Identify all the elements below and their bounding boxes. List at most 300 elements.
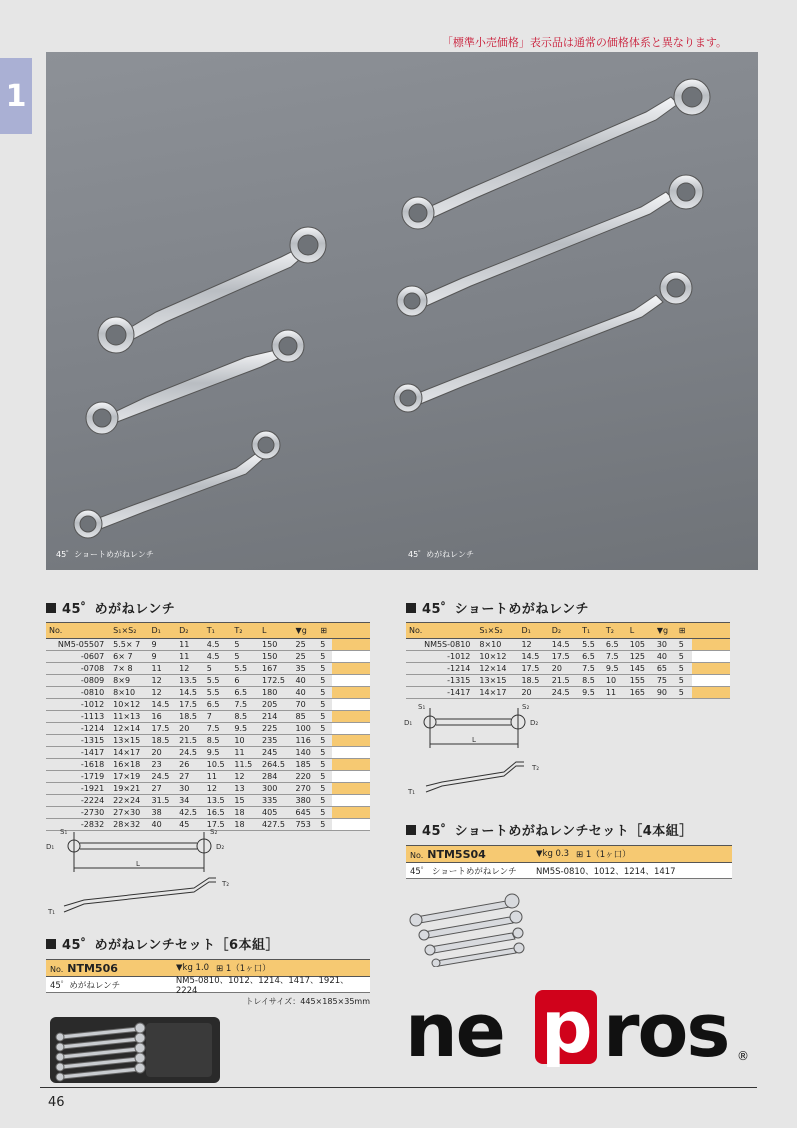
price-cell bbox=[332, 651, 370, 663]
spec-cell: 24.5 bbox=[176, 747, 204, 759]
set6-qty: ⊞ 1（1ヶ口） bbox=[216, 964, 271, 974]
spec-cell: 11 bbox=[603, 687, 627, 699]
table-row bbox=[406, 639, 730, 651]
spec-cell: 150 bbox=[259, 651, 293, 663]
price-cell bbox=[332, 759, 370, 771]
price-cell bbox=[692, 663, 730, 675]
spec-cell: 11 bbox=[176, 639, 204, 651]
spec-cell: 16.5 bbox=[204, 807, 232, 819]
spec-cell: 7 bbox=[204, 711, 232, 723]
spec-cell: 12 bbox=[176, 663, 204, 675]
spec-cell: 27×30 bbox=[110, 807, 148, 819]
set6-content-row bbox=[46, 975, 370, 996]
spec-cell: 13×15 bbox=[110, 735, 148, 747]
model-number-cell: -1012 bbox=[406, 651, 476, 663]
table-row bbox=[46, 699, 370, 711]
spec-cell: 7.5 bbox=[204, 723, 232, 735]
spec-cell: 85 bbox=[293, 711, 318, 723]
spec-cell: 13.5 bbox=[176, 675, 204, 687]
nm5s-title: 45゜ショートめがねレンチ bbox=[406, 598, 730, 617]
spec-cell: 9.5 bbox=[204, 747, 232, 759]
price-cell bbox=[332, 723, 370, 735]
spec-cell: 5 bbox=[317, 735, 332, 747]
model-number-cell: -1214 bbox=[406, 663, 476, 675]
spec-cell: 9.5 bbox=[231, 723, 259, 735]
spec-cell: 28×32 bbox=[110, 819, 148, 831]
spec-cell: 65 bbox=[654, 663, 676, 675]
set6-number: NTM506 bbox=[67, 961, 118, 975]
square-bullet-icon bbox=[406, 825, 416, 835]
spec-cell: 9 bbox=[149, 639, 177, 651]
price-cell bbox=[332, 795, 370, 807]
set4-content-label: 45゜ ショートめがねレンチ bbox=[410, 866, 517, 877]
spec-cell: 225 bbox=[259, 723, 293, 735]
spec-cell: 8×9 bbox=[110, 675, 148, 687]
spec-cell: 12×14 bbox=[110, 723, 148, 735]
spec-cell: 8.5 bbox=[204, 735, 232, 747]
spec-cell: 17.5 bbox=[149, 723, 177, 735]
nm5-dimension-drawing bbox=[44, 828, 264, 920]
model-number-cell: -1719 bbox=[46, 771, 110, 783]
spec-cell: 5 bbox=[317, 747, 332, 759]
spec-cell: 40 bbox=[293, 687, 318, 699]
svg-text:®: ® bbox=[737, 1049, 749, 1063]
table-row bbox=[46, 675, 370, 687]
spec-cell: 5 bbox=[317, 759, 332, 771]
nm5-title: 45゜めがねレンチ bbox=[46, 598, 370, 617]
spec-cell: 19×21 bbox=[110, 783, 148, 795]
price-column-header bbox=[692, 623, 730, 639]
model-number-cell: NM5S-0810 bbox=[406, 639, 476, 651]
dim-l-label: L bbox=[136, 860, 140, 868]
svg-text:ros: ros bbox=[603, 990, 729, 1070]
photo-caption-left: 45゜ショートめがねレンチ bbox=[56, 550, 154, 559]
dim-t1-label: T₁ bbox=[408, 788, 416, 796]
model-number-cell: -0708 bbox=[46, 663, 110, 675]
spec-cell: 14.5 bbox=[176, 687, 204, 699]
model-number-cell: -2730 bbox=[46, 807, 110, 819]
table-row bbox=[46, 747, 370, 759]
column-header: S₁×S₂ bbox=[476, 623, 518, 639]
svg-text:p: p bbox=[541, 990, 593, 1069]
column-header: No. bbox=[406, 623, 476, 639]
nm5s-spec-table bbox=[406, 622, 730, 699]
spec-cell: 9 bbox=[149, 651, 177, 663]
spec-cell: 16×18 bbox=[110, 759, 148, 771]
dim-t2-label: T₂ bbox=[532, 764, 540, 772]
spec-cell: 7× 8 bbox=[110, 663, 148, 675]
model-number-cell: -1618 bbox=[46, 759, 110, 771]
spec-cell: 5 bbox=[317, 675, 332, 687]
spec-cell: 10.5 bbox=[204, 759, 232, 771]
spec-cell: 11 bbox=[176, 651, 204, 663]
column-header: ▼g bbox=[654, 623, 676, 639]
spec-cell: 100 bbox=[293, 723, 318, 735]
spec-cell: 24.5 bbox=[549, 687, 579, 699]
spec-cell: 35 bbox=[293, 663, 318, 675]
table-row bbox=[46, 771, 370, 783]
spec-cell: 15 bbox=[231, 795, 259, 807]
spec-cell: 18 bbox=[231, 819, 259, 831]
table-row bbox=[46, 639, 370, 651]
price-cell bbox=[332, 819, 370, 831]
spec-cell: 5 bbox=[317, 807, 332, 819]
spec-cell: 125 bbox=[627, 651, 654, 663]
spec-cell: 116 bbox=[293, 735, 318, 747]
table-row bbox=[406, 663, 730, 675]
spec-cell: 27 bbox=[176, 771, 204, 783]
model-number-cell: -1214 bbox=[46, 723, 110, 735]
spec-cell: 214 bbox=[259, 711, 293, 723]
model-number-cell: -1921 bbox=[46, 783, 110, 795]
set4-number: NTM5S04 bbox=[427, 847, 486, 861]
spec-cell: 21.5 bbox=[549, 675, 579, 687]
spec-cell: 180 bbox=[259, 687, 293, 699]
price-column-header bbox=[332, 623, 370, 639]
spec-cell: 5 bbox=[317, 783, 332, 795]
spec-cell: 5.5 bbox=[231, 663, 259, 675]
spec-cell: 8×10 bbox=[110, 687, 148, 699]
model-number-cell: -0809 bbox=[46, 675, 110, 687]
spec-cell: 12×14 bbox=[476, 663, 518, 675]
spec-cell: 145 bbox=[627, 663, 654, 675]
price-cell bbox=[332, 771, 370, 783]
spec-cell: 5 bbox=[317, 723, 332, 735]
spec-cell: 5 bbox=[676, 639, 692, 651]
spec-cell: 5.5 bbox=[204, 675, 232, 687]
set6-content-label: 45゜めがねレンチ bbox=[50, 980, 121, 991]
spec-cell: 12 bbox=[149, 675, 177, 687]
dim-s1-label: S₁ bbox=[418, 703, 426, 711]
square-bullet-icon bbox=[406, 603, 416, 613]
column-header: L bbox=[627, 623, 654, 639]
column-header: T₁ bbox=[204, 623, 232, 639]
spec-cell: 11 bbox=[204, 771, 232, 783]
set6-title: 45゜めがねレンチセット［6本組］ bbox=[46, 934, 370, 953]
model-number-cell: -2832 bbox=[46, 819, 110, 831]
page-number: 46 bbox=[48, 1095, 65, 1110]
spec-cell: 5 bbox=[676, 663, 692, 675]
spec-cell: 5 bbox=[317, 687, 332, 699]
spec-cell: 155 bbox=[627, 675, 654, 687]
table-row bbox=[46, 759, 370, 771]
model-number-cell: -1315 bbox=[406, 675, 476, 687]
model-number-cell: -2224 bbox=[46, 795, 110, 807]
spec-cell: 18.5 bbox=[176, 711, 204, 723]
model-number-cell: -0810 bbox=[46, 687, 110, 699]
spec-cell: 5 bbox=[317, 795, 332, 807]
spec-cell: 13 bbox=[231, 783, 259, 795]
spec-cell: 40 bbox=[654, 651, 676, 663]
column-header: No. bbox=[46, 623, 110, 639]
dim-d1-label: D₁ bbox=[46, 843, 55, 851]
dim-t1-label: T₁ bbox=[48, 908, 56, 916]
price-cell bbox=[332, 711, 370, 723]
nepros-logo bbox=[405, 990, 750, 1074]
set6-content: NM5-0810、1012、1214、1417、1921、2224 bbox=[175, 975, 349, 996]
spec-cell: 25 bbox=[293, 651, 318, 663]
table-row bbox=[46, 723, 370, 735]
spec-cell: 14×17 bbox=[476, 687, 518, 699]
table-row bbox=[46, 783, 370, 795]
spec-cell: 105 bbox=[627, 639, 654, 651]
spec-cell: 405 bbox=[259, 807, 293, 819]
price-cell bbox=[692, 687, 730, 699]
spec-cell: 264.5 bbox=[259, 759, 293, 771]
set4-section bbox=[406, 820, 732, 970]
spec-cell: 7.5 bbox=[231, 699, 259, 711]
spec-cell: 75 bbox=[654, 675, 676, 687]
spec-cell: 20 bbox=[149, 747, 177, 759]
column-header: ▼g bbox=[293, 623, 318, 639]
spec-cell: 14.5 bbox=[549, 639, 579, 651]
spec-cell: 5 bbox=[317, 663, 332, 675]
spec-cell: 5.5× 7 bbox=[110, 639, 148, 651]
spec-cell: 4.5 bbox=[204, 651, 232, 663]
table-row bbox=[406, 651, 730, 663]
spec-cell: 5 bbox=[204, 663, 232, 675]
set4-header-row bbox=[406, 845, 732, 863]
spec-cell: 18 bbox=[231, 807, 259, 819]
spec-cell: 10×12 bbox=[110, 699, 148, 711]
spec-cell: 185 bbox=[293, 759, 318, 771]
wrench-photo-illustration bbox=[46, 52, 758, 570]
spec-cell: 14×17 bbox=[110, 747, 148, 759]
table-row bbox=[46, 795, 370, 807]
footer-rule bbox=[40, 1087, 757, 1088]
spec-cell: 5 bbox=[676, 687, 692, 699]
spec-cell: 8×10 bbox=[476, 639, 518, 651]
spec-cell: 6.5 bbox=[603, 639, 627, 651]
spec-cell: 42.5 bbox=[176, 807, 204, 819]
table-row bbox=[46, 807, 370, 819]
spec-cell: 5 bbox=[231, 639, 259, 651]
set4-product-image bbox=[406, 887, 536, 967]
no-label: No. bbox=[410, 850, 424, 860]
spec-cell: 220 bbox=[293, 771, 318, 783]
spec-cell: 9.5 bbox=[579, 687, 603, 699]
spec-cell: 9.5 bbox=[603, 663, 627, 675]
spec-cell: 7.5 bbox=[603, 651, 627, 663]
dim-s1-label: S₁ bbox=[60, 828, 68, 836]
tray-size: トレイサイズ：445×185×35mm bbox=[245, 997, 370, 1006]
column-header: D₁ bbox=[149, 623, 177, 639]
model-number-cell: -1315 bbox=[46, 735, 110, 747]
spec-cell: 27 bbox=[149, 783, 177, 795]
spec-cell: 10 bbox=[603, 675, 627, 687]
price-cell bbox=[692, 651, 730, 663]
column-header: S₁×S₂ bbox=[110, 623, 148, 639]
spec-cell: 6.5 bbox=[231, 687, 259, 699]
spec-cell: 17.5 bbox=[204, 819, 232, 831]
spec-cell: 11 bbox=[231, 747, 259, 759]
column-header: T₁ bbox=[579, 623, 603, 639]
spec-cell: 23 bbox=[149, 759, 177, 771]
price-cell bbox=[692, 675, 730, 687]
spec-cell: 167 bbox=[259, 663, 293, 675]
spec-cell: 38 bbox=[149, 807, 177, 819]
spec-cell: 10 bbox=[231, 735, 259, 747]
spec-cell: 5 bbox=[317, 711, 332, 723]
dim-d2-label: D₂ bbox=[530, 719, 539, 727]
dim-s2-label: S₂ bbox=[522, 703, 530, 711]
spec-cell: 20 bbox=[549, 663, 579, 675]
spec-cell: 12 bbox=[149, 687, 177, 699]
price-cell bbox=[692, 639, 730, 651]
spec-cell: 11 bbox=[149, 663, 177, 675]
spec-cell: 25 bbox=[293, 639, 318, 651]
no-label: No. bbox=[50, 964, 64, 974]
table-row bbox=[406, 687, 730, 699]
spec-cell: 7.5 bbox=[579, 663, 603, 675]
table-row bbox=[46, 711, 370, 723]
spec-cell: 40 bbox=[293, 675, 318, 687]
table-row bbox=[46, 663, 370, 675]
spec-cell: 5 bbox=[676, 651, 692, 663]
spec-cell: 11×13 bbox=[110, 711, 148, 723]
model-number-cell: NM5-05507 bbox=[46, 639, 110, 651]
model-number-cell: -1417 bbox=[46, 747, 110, 759]
spec-cell: 30 bbox=[176, 783, 204, 795]
spec-cell: 172.5 bbox=[259, 675, 293, 687]
spec-cell: 150 bbox=[259, 639, 293, 651]
nm5-spec-table bbox=[46, 622, 370, 831]
spec-cell: 13×15 bbox=[476, 675, 518, 687]
spec-cell: 21.5 bbox=[176, 735, 204, 747]
price-cell bbox=[332, 747, 370, 759]
spec-cell: 140 bbox=[293, 747, 318, 759]
set4-qty: ⊞ 1（1ヶ口） bbox=[576, 850, 631, 860]
spec-cell: 45 bbox=[176, 819, 204, 831]
spec-cell: 20 bbox=[176, 723, 204, 735]
dim-t2-label: T₂ bbox=[222, 880, 230, 888]
square-bullet-icon bbox=[46, 939, 56, 949]
column-header: L bbox=[259, 623, 293, 639]
nepros-logo-mark bbox=[405, 990, 750, 1070]
spec-cell: 14.5 bbox=[149, 699, 177, 711]
spec-cell: 270 bbox=[293, 783, 318, 795]
spec-cell: 12 bbox=[204, 783, 232, 795]
svg-text:ne: ne bbox=[405, 990, 504, 1070]
nm5s-dimension-drawing bbox=[404, 700, 574, 800]
nm5-section bbox=[46, 598, 370, 831]
spec-cell: 4.5 bbox=[204, 639, 232, 651]
column-header: D₂ bbox=[176, 623, 204, 639]
spec-cell: 205 bbox=[259, 699, 293, 711]
column-header: D₁ bbox=[518, 623, 548, 639]
chapter-tab[interactable]: 1 bbox=[0, 58, 32, 134]
set6-weight: ▼kg 1.0 bbox=[176, 963, 210, 973]
set4-weight: ▼kg 0.3 bbox=[536, 849, 570, 859]
price-cell bbox=[332, 675, 370, 687]
spec-cell: 245 bbox=[259, 747, 293, 759]
price-cell bbox=[332, 783, 370, 795]
spec-cell: 34 bbox=[176, 795, 204, 807]
photo-caption-right: 45゜めがねレンチ bbox=[408, 550, 474, 559]
spec-cell: 16 bbox=[149, 711, 177, 723]
model-number-cell: -0607 bbox=[46, 651, 110, 663]
spec-cell: 5 bbox=[676, 675, 692, 687]
spec-cell: 5 bbox=[317, 771, 332, 783]
spec-cell: 17.5 bbox=[518, 663, 548, 675]
spec-cell: 5.5 bbox=[579, 639, 603, 651]
spec-cell: 13.5 bbox=[204, 795, 232, 807]
spec-cell: 6× 7 bbox=[110, 651, 148, 663]
model-number-cell: -1417 bbox=[406, 687, 476, 699]
spec-cell: 5 bbox=[317, 699, 332, 711]
spec-cell: 26 bbox=[176, 759, 204, 771]
spec-cell: 284 bbox=[259, 771, 293, 783]
set4-content: NM5S-0810、1012、1214、1417 bbox=[536, 866, 676, 877]
dim-l-label: L bbox=[472, 736, 476, 744]
set6-section bbox=[46, 934, 370, 1094]
spec-cell: 8.5 bbox=[579, 675, 603, 687]
spec-cell: 12 bbox=[231, 771, 259, 783]
price-cell bbox=[332, 699, 370, 711]
product-photo bbox=[46, 52, 758, 570]
spec-cell: 300 bbox=[259, 783, 293, 795]
spec-cell: 380 bbox=[293, 795, 318, 807]
spec-cell: 70 bbox=[293, 699, 318, 711]
square-bullet-icon bbox=[46, 603, 56, 613]
spec-cell: 5 bbox=[231, 651, 259, 663]
price-cell bbox=[332, 687, 370, 699]
spec-cell: 5 bbox=[317, 651, 332, 663]
spec-cell: 17×19 bbox=[110, 771, 148, 783]
column-header: ⊞ bbox=[317, 623, 332, 639]
spec-cell: 18.5 bbox=[149, 735, 177, 747]
spec-cell: 22×24 bbox=[110, 795, 148, 807]
spec-cell: 17.5 bbox=[549, 651, 579, 663]
spec-cell: 165 bbox=[627, 687, 654, 699]
spec-cell: 17.5 bbox=[176, 699, 204, 711]
dim-d1-label: D₁ bbox=[404, 719, 413, 727]
column-header: T₂ bbox=[231, 623, 259, 639]
price-cell bbox=[332, 735, 370, 747]
spec-cell: 753 bbox=[293, 819, 318, 831]
spec-cell: 645 bbox=[293, 807, 318, 819]
spec-cell: 5 bbox=[317, 639, 332, 651]
spec-cell: 10×12 bbox=[476, 651, 518, 663]
table-row bbox=[46, 735, 370, 747]
spec-cell: 335 bbox=[259, 795, 293, 807]
spec-cell: 20 bbox=[518, 687, 548, 699]
spec-cell: 8.5 bbox=[231, 711, 259, 723]
spec-cell: 40 bbox=[149, 819, 177, 831]
column-header: D₂ bbox=[549, 623, 579, 639]
model-number-cell: -1012 bbox=[46, 699, 110, 711]
dim-s2-label: S₂ bbox=[210, 828, 218, 836]
spec-cell: 90 bbox=[654, 687, 676, 699]
price-cell bbox=[332, 663, 370, 675]
table-row bbox=[46, 651, 370, 663]
price-cell bbox=[332, 807, 370, 819]
price-notice: 「標準小売価格」表示品は通常の価格体系と異なります。 bbox=[441, 36, 727, 49]
spec-cell: 14.5 bbox=[518, 651, 548, 663]
set4-content-row bbox=[406, 863, 732, 879]
price-cell bbox=[332, 639, 370, 651]
spec-cell: 427.5 bbox=[259, 819, 293, 831]
spec-cell: 5.5 bbox=[204, 687, 232, 699]
spec-cell: 5 bbox=[317, 819, 332, 831]
spec-cell: 11.5 bbox=[231, 759, 259, 771]
dim-d2-label: D₂ bbox=[216, 843, 225, 851]
spec-cell: 30 bbox=[654, 639, 676, 651]
spec-cell: 6.5 bbox=[579, 651, 603, 663]
column-header: ⊞ bbox=[676, 623, 692, 639]
set6-product-image bbox=[46, 1011, 226, 1091]
set4-title: 45゜ショートめがねレンチセット［4本組］ bbox=[406, 820, 732, 839]
